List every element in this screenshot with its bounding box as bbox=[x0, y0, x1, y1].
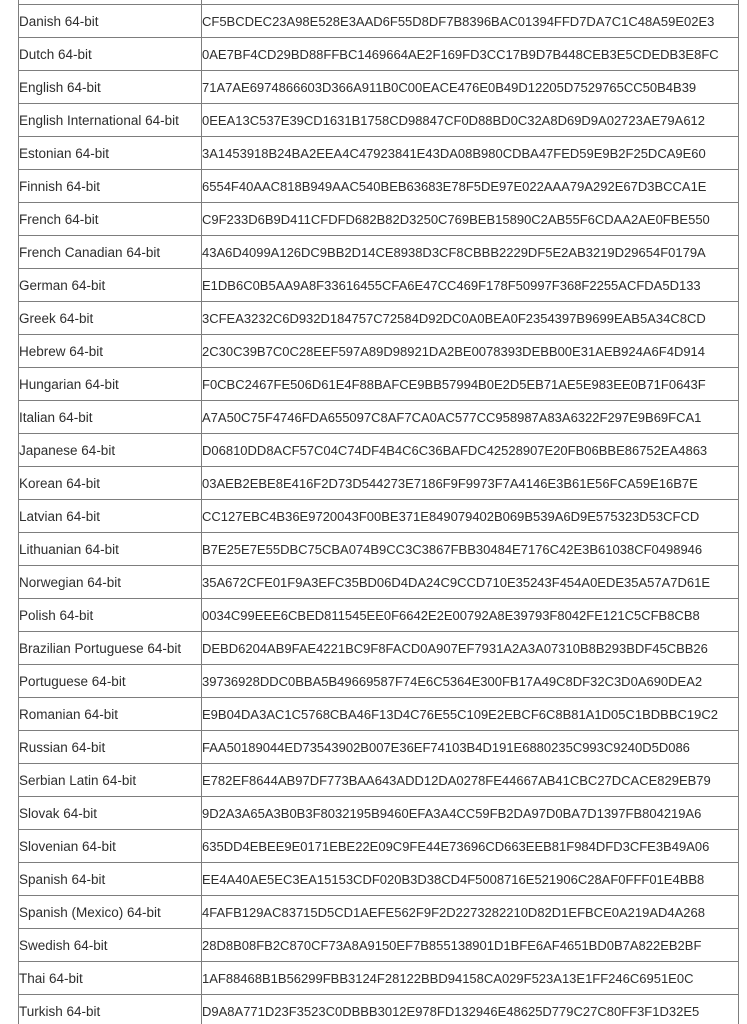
hash-cell: 71A7AE6974866603D366A911B0C00EACE476E0B49D12205D7529765CC50B4B39 bbox=[202, 71, 739, 104]
hash-cell: FAA50189044ED73543902B007E36EF74103B4D191E6880235C993C9240D5D086 bbox=[202, 731, 739, 764]
hash-cell: DEBD6204AB9FAE4221BC9F8FACD0A907EF7931A2A3A07310B8B293BDF45CBB26 bbox=[202, 632, 739, 665]
table-row bbox=[19, 995, 739, 1024]
language-cell: Norwegian 64-bit bbox=[19, 566, 202, 599]
table-row bbox=[19, 71, 739, 104]
table-row bbox=[19, 566, 739, 599]
language-cell: Slovenian 64-bit bbox=[19, 830, 202, 863]
table-row bbox=[19, 368, 739, 401]
table-row bbox=[19, 698, 739, 731]
language-cell: Lithuanian 64-bit bbox=[19, 533, 202, 566]
language-cell: Spanish 64-bit bbox=[19, 863, 202, 896]
language-cell: Finnish 64-bit bbox=[19, 170, 202, 203]
language-cell: Dutch 64-bit bbox=[19, 38, 202, 71]
table-row bbox=[19, 929, 739, 962]
language-cell: Danish 64-bit bbox=[19, 5, 202, 38]
language-cell: French 64-bit bbox=[19, 203, 202, 236]
language-cell: English International 64-bit bbox=[19, 104, 202, 137]
hash-cell: 39736928DDC0BBA5B49669587F74E6C5364E300FB17A49C8DF32C3D0A690DEA2 bbox=[202, 665, 739, 698]
hash-cell: 0AE7BF4CD29BD88FFBC1469664AE2F169FD3CC17B9D7B448CEB3E5CDEDB3E8FC bbox=[202, 38, 739, 71]
language-cell: Latvian 64-bit bbox=[19, 500, 202, 533]
table-row bbox=[19, 38, 739, 71]
table-row bbox=[19, 665, 739, 698]
table-row bbox=[19, 830, 739, 863]
language-cell: Hebrew 64-bit bbox=[19, 335, 202, 368]
table-row bbox=[19, 863, 739, 896]
hash-cell: 43A6D4099A126DC9BB2D14CE8938D3CF8CBBB2229DF5E2AB3219D29654F0179A bbox=[202, 236, 739, 269]
table-row bbox=[19, 533, 739, 566]
hash-cell: CC127EBC4B36E9720043F00BE371E849079402B069B539A6D9E575323D53CFCD bbox=[202, 500, 739, 533]
table-row bbox=[19, 170, 739, 203]
hash-cell: 4FAFB129AC83715D5CD1AEFE562F9F2D2273282210D82D1EFBCE0A219AD4A268 bbox=[202, 896, 739, 929]
language-cell: Swedish 64-bit bbox=[19, 929, 202, 962]
language-cell: Spanish (Mexico) 64-bit bbox=[19, 896, 202, 929]
hash-cell: 0EEA13C537E39CD1631B1758CD98847CF0D88BD0C32A8D69D9A02723AE79A612 bbox=[202, 104, 739, 137]
hash-cell: CF5BCDEC23A98E528E3AAD6F55D8DF7B8396BAC01394FFD7DA7C1C48A59E02E3 bbox=[202, 5, 739, 38]
hash-cell: 3A1453918B24BA2EEA4C47923841E43DA08B980CDBA47FED59E9B2F25DCA9E60 bbox=[202, 137, 739, 170]
language-cell: Greek 64-bit bbox=[19, 302, 202, 335]
language-cell: French Canadian 64-bit bbox=[19, 236, 202, 269]
hash-cell: 0034C99EEE6CBED811545EE0F6642E2E00792A8E39793F8042FE121C5CFB8CB8 bbox=[202, 599, 739, 632]
language-cell: Russian 64-bit bbox=[19, 731, 202, 764]
table-row bbox=[19, 896, 739, 929]
table-row bbox=[19, 401, 739, 434]
table-row bbox=[19, 104, 739, 137]
hash-cell: 03AEB2EBE8E416F2D73D544273E7186F9F9973F7A4146E3B61E56FCA59E16B7E bbox=[202, 467, 739, 500]
hash-cell: 35A672CFE01F9A3EFC35BD06D4DA24C9CCD710E35243F454A0EDE35A57A7D61E bbox=[202, 566, 739, 599]
language-cell: Romanian 64-bit bbox=[19, 698, 202, 731]
table-row bbox=[19, 203, 739, 236]
hash-cell: E9B04DA3AC1C5768CBA46F13D4C76E55C109E2EBCF6C8B81A1D05C1BDBBC19C2 bbox=[202, 698, 739, 731]
language-cell: Brazilian Portuguese 64-bit bbox=[19, 632, 202, 665]
language-cell: Japanese 64-bit bbox=[19, 434, 202, 467]
table-row bbox=[19, 500, 739, 533]
hash-cell: 3CFEA3232C6D932D184757C72584D92DC0A0BEA0F2354397B9699EAB5A34C8CD bbox=[202, 302, 739, 335]
table-row bbox=[19, 137, 739, 170]
language-cell: Hungarian 64-bit bbox=[19, 368, 202, 401]
hash-cell: E782EF8644AB97DF773BAA643ADD12DA0278FE44667AB41CBC27DCACE829EB79 bbox=[202, 764, 739, 797]
hash-cell: B7E25E7E55DBC75CBA074B9CC3C3867FBB30484E7176C42E3B61038CF0498946 bbox=[202, 533, 739, 566]
table-row bbox=[19, 434, 739, 467]
language-cell: Slovak 64-bit bbox=[19, 797, 202, 830]
hash-cell: 28D8B08FB2C870CF73A8A9150EF7B855138901D1BFE6AF4651BD0B7A822EB2BF bbox=[202, 929, 739, 962]
table-row bbox=[19, 302, 739, 335]
hash-cell: D9A8A771D23F3523C0DBBB3012E978FD132946E48625D779C27C80FF3F1D32E5 bbox=[202, 995, 739, 1024]
table-row bbox=[19, 335, 739, 368]
table-row bbox=[19, 5, 739, 38]
hash-cell: EE4A40AE5EC3EA15153CDF020B3D38CD4F5008716E521906C28AF0FFF01E4BB8 bbox=[202, 863, 739, 896]
hash-cell: 6554F40AAC818B949AAC540BEB63683E78F5DE97E022AAA79A292E67D3BCCA1E bbox=[202, 170, 739, 203]
language-cell: Portuguese 64-bit bbox=[19, 665, 202, 698]
hash-cell: D06810DD8ACF57C04C74DF4B4C6C36BAFDC42528907E20FB06BBE86752EA4863 bbox=[202, 434, 739, 467]
language-hash-table bbox=[18, 0, 739, 1024]
hash-table-body bbox=[19, 0, 739, 1024]
table-row bbox=[19, 797, 739, 830]
table-row bbox=[19, 467, 739, 500]
table-row bbox=[19, 236, 739, 269]
language-cell: Korean 64-bit bbox=[19, 467, 202, 500]
hash-cell: 1AF88468B1B56299FBB3124F28122BBD94158CA029F523A13E1FF246C6951E0C bbox=[202, 962, 739, 995]
hash-cell: F0CBC2467FE506D61E4F88BAFCE9BB57994B0E2D5EB71AE5E983EE0B71F0643F bbox=[202, 368, 739, 401]
hash-cell: 9D2A3A65A3B0B3F8032195B9460EFA3A4CC59FB2DA97D0BA7D1397FB804219A6 bbox=[202, 797, 739, 830]
hash-cell: A7A50C75F4746FDA655097C8AF7CA0AC577CC958987A83A6322F297E9B69FCA1 bbox=[202, 401, 739, 434]
language-cell: Italian 64-bit bbox=[19, 401, 202, 434]
hash-cell: C9F233D6B9D411CFDFD682B82D3250C769BEB15890C2AB55F6CDAA2AE0FBE550 bbox=[202, 203, 739, 236]
language-cell: Polish 64-bit bbox=[19, 599, 202, 632]
table-row bbox=[19, 599, 739, 632]
hash-cell: 2C30C39B7C0C28EEF597A89D98921DA2BE0078393DEBB00E31AEB924A6F4D914 bbox=[202, 335, 739, 368]
table-row bbox=[19, 731, 739, 764]
language-cell: Thai 64-bit bbox=[19, 962, 202, 995]
table-row bbox=[19, 269, 739, 302]
language-cell: German 64-bit bbox=[19, 269, 202, 302]
table-row bbox=[19, 764, 739, 797]
language-cell: English 64-bit bbox=[19, 71, 202, 104]
language-cell: Estonian 64-bit bbox=[19, 137, 202, 170]
hash-cell: 635DD4EBEE9E0171EBE22E09C9FE44E73696CD663EEB81F984DFD3CFE3B49A06 bbox=[202, 830, 739, 863]
table-row bbox=[19, 962, 739, 995]
language-cell: Serbian Latin 64-bit bbox=[19, 764, 202, 797]
table-row bbox=[19, 632, 739, 665]
language-cell: Turkish 64-bit bbox=[19, 995, 202, 1024]
hash-cell: E1DB6C0B5AA9A8F33616455CFA6E47CC469F178F50997F368F2255ACFDA5D133 bbox=[202, 269, 739, 302]
